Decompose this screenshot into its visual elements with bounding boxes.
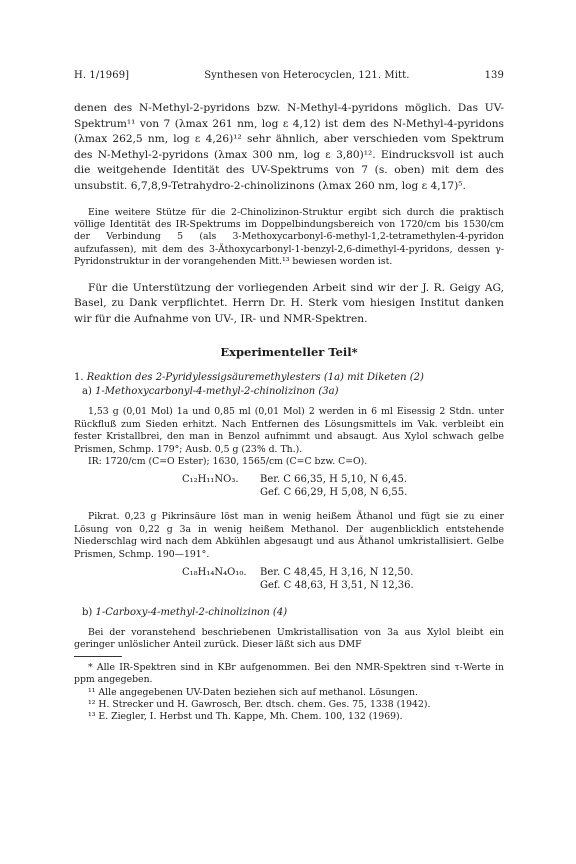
item-1-heading (74, 371, 504, 385)
footnote-12: ¹² H. Strecker und H. Gawrosch, Ber. dtsch. chem. Ges. 75, 1338 (1942). (88, 699, 431, 711)
footnote-star: * Alle IR-Spektren sind in KBr aufgenommen. Bei den NMR-Spektren sind τ-Werte in ppm angegeben. (74, 661, 504, 686)
item-1a-label: a) (82, 386, 92, 398)
procedure-3a: 1,53 g (0,01 Mol) 1a und 0,85 ml (0,01 Mol) 2 werden in 6 ml Eisessig 2 Stdn. unter Rückfluß zum Sieden erhitzt. Nach Entfernen des Lösungsmittels im Vak. verbleibt ein fester Kristallbrei, den man in Benzol aufnimmt und absaugt. Aus Xylol schwach gelbe Prismen, Schmp. 179°; Ausb. 0,5 g (23% d. Th.). (74, 406, 504, 455)
item-1b-title: 1-Carboxy-4-methyl-2-chinolizinon (4) (95, 607, 288, 619)
elemental-analysis-picrate (74, 566, 504, 592)
page (74, 70, 504, 724)
found-values: Gef. C 66,29, H 5,08, N 6,55. (260, 487, 408, 499)
footnote-11: ¹¹ Alle angegebenen UV-Daten beziehen sich auf methanol. Lösungen. (88, 686, 418, 698)
paragraph-acknowledgement: Für die Unterstützung der vorliegenden Arbeit sind wir der J. R. Geigy AG, Basel, zu Dank verpflichtet. Herrn Dr. H. Sterk vom hiesigen Institut danken wir für die Aufnahme von UV-, IR- und NMR-Spektren. (74, 281, 504, 325)
item-1-number: 1. (74, 372, 84, 384)
footnote-13: ¹³ E. Ziegler, I. Herbst und Th. Kappe, Mh. Chem. 100, 132 (1969). (88, 711, 403, 723)
molecular-formula: C₁₂H₁₁NO₃. (182, 474, 239, 486)
item-1a-title: 1-Methoxycarbonyl-4-methyl-2-chinolizinon (3a) (95, 386, 339, 398)
item-1-title: Reaktion des 2-Pyridylessigsäuremethylesters (1a) mit Diketen (2) (86, 372, 424, 384)
picrate-procedure: Pikrat. 0,23 g Pikrinsäure löst man in wenig heißem Äthanol und fügt sie zu einer Lösung von 0,22 g 3a in wenig heißem Methanol. Der augenblicklich entstehende Niederschlag wird nach dem Abkühlen abgesaugt und aus Äthanol umkristallisiert. Gelbe Prismen, Schmp. 190—191°. (74, 511, 504, 560)
item-1a-heading (74, 385, 504, 399)
page-number: 139 (484, 70, 504, 81)
header-title: Synthesen von Heterocyclen, 121. Mitt. (204, 70, 410, 81)
procedure-4: Bei der voranstehend beschriebenen Umkristallisation von 3a aus Xylol bleibt ein geringer unlöslicher Anteil zurück. Dieser läßt sich aus DMF (74, 627, 504, 651)
header-journal-issue: H. 1/1969] (74, 70, 130, 81)
elemental-analysis-3a (74, 473, 504, 499)
footnote-divider (74, 656, 122, 657)
calculated-values: Ber. C 66,35, H 5,10, N 6,45. (260, 474, 408, 486)
paragraph-uv-spectra: denen des N-Methyl-2-pyridons bzw. N-Methyl-4-pyridons möglich. Das UV-Spektrum¹¹ von 7 (λmax 261 nm, log ε 4,12) ist dem des N-Methyl-4-pyridons (λmax 262,5 nm, log ε 4,26)¹² sehr ähnlich, aber verschieden vom Spektrum des N-Methyl-2-pyridons (λmax 300 nm, log ε 3,80)¹². Eindrucksvoll ist auch die weitgehende Identität des UV-Spektrums von 7 (s. oben) mit dem des unsubstit. 6,7,8,9-Tetrahydro-2-chinolizinons (λmax 260 nm, log ε 4,17)⁵. (74, 102, 504, 192)
molecular-formula: C₁₈H₁₄N₄O₁₀. (182, 567, 247, 579)
section-title: Experimenteller Teil* (220, 345, 358, 360)
paragraph-ir-evidence: Eine weitere Stütze für die 2-Chinolizinon-Struktur ergibt sich durch die praktisch völlige Identität des IR-Spektrums im Doppelbindungsbereich von 1720/cm bis 1530/cm der Verbindung 5 (als 3-Methoxycarbonyl-6-methyl-1,2-tetramethylen-4-pyridon aufzufassen), mit dem des 3-Äthoxycarbonyl-1-benzyl-2,6-dimethyl-4-pyridons, dessen γ-Pyridonstruktur in der vorangehenden Mitt.¹³ bewiesen worden ist. (74, 206, 504, 268)
calculated-values: Ber. C 48,45, H 3,16, N 12,50. (260, 567, 414, 579)
running-header (74, 70, 504, 81)
item-1b-label: b) (82, 607, 93, 619)
item-1b-heading (74, 606, 504, 620)
ir-data: IR: 1720/cm (C=O Ester); 1630, 1565/cm (C=C bzw. C=O). (88, 456, 368, 467)
found-values: Gef. C 48,63, H 3,51, N 12,36. (260, 580, 414, 592)
